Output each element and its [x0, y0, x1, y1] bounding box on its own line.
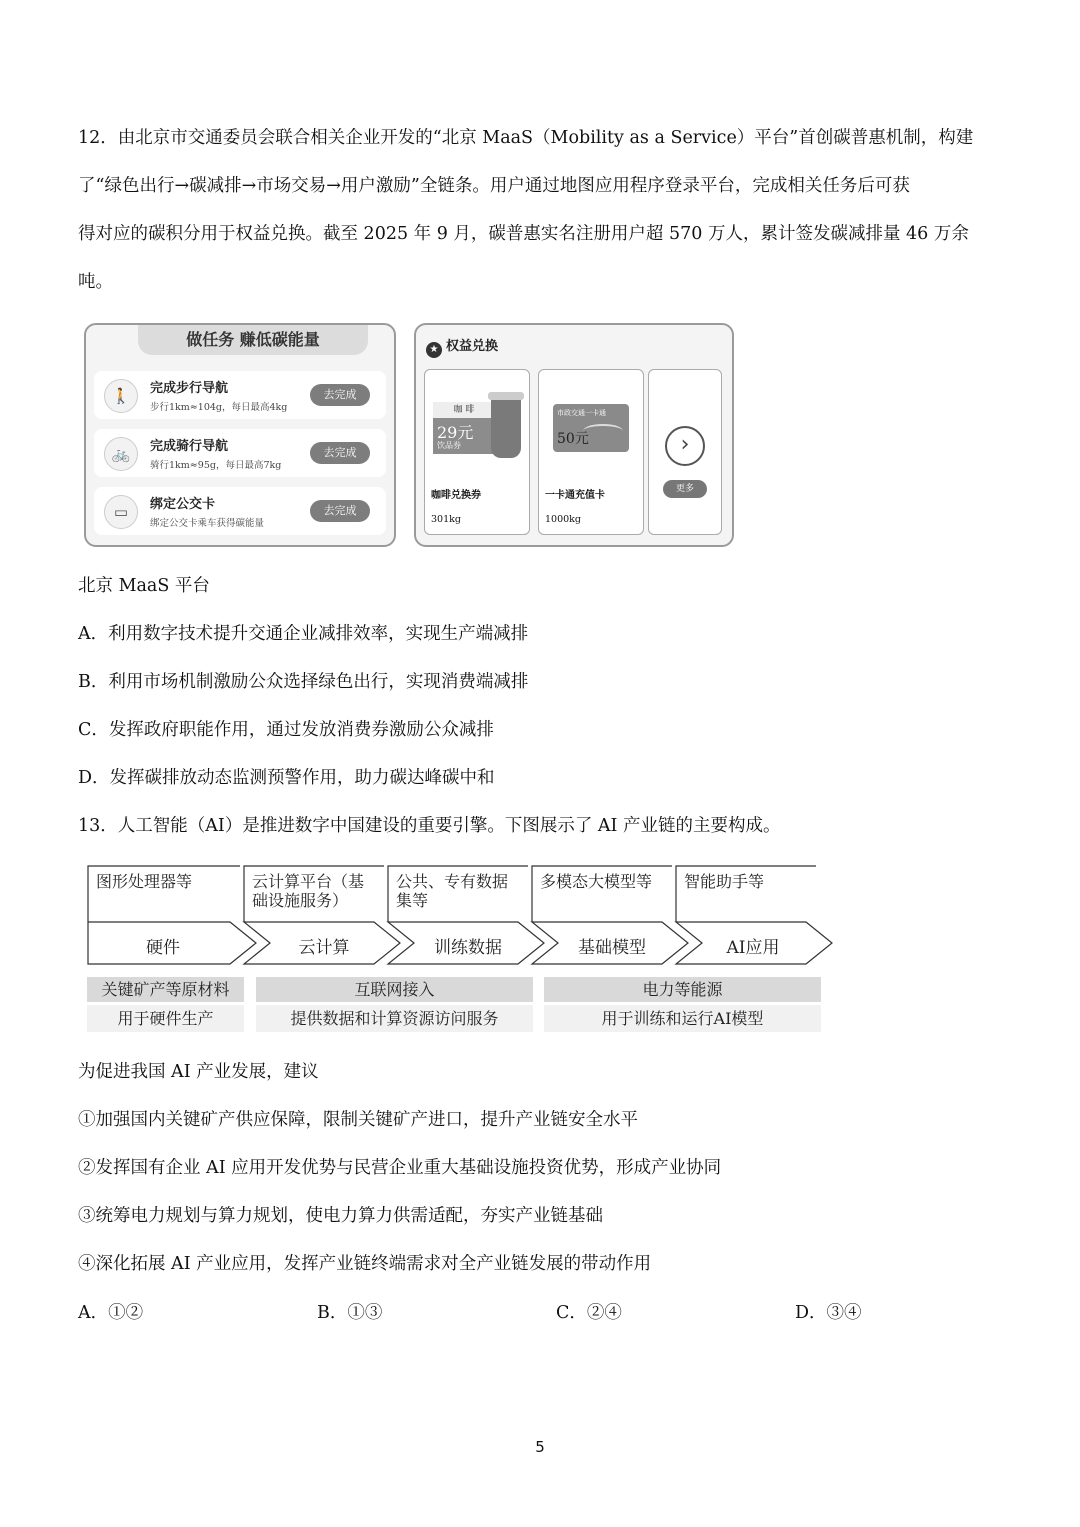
q13-option-a: A．①② — [78, 1303, 144, 1323]
support-minerals-body: 用于硬件生产 — [87, 1005, 244, 1032]
task-complete-button: 去完成 — [310, 500, 370, 522]
q12-option-d: D．发挥碳排放动态监测预警作用，助力碳达峰碳中和 — [78, 768, 495, 788]
task-subtitle: 步行1km≈104g，每日最高4kg — [150, 402, 288, 413]
q12-stem-line-1: 12．由北京市交通委员会联合相关企业开发的“北京 MaaS（Mobility as a Service）平台”首创碳普惠机制，构建 — [78, 128, 974, 148]
stage-label-data: 训练数据 — [434, 938, 502, 958]
transit-recharge-card — [538, 369, 644, 535]
q13-option-b: B．①③ — [317, 1303, 383, 1323]
coffee-label: 咖 啡 — [433, 402, 495, 418]
card-cost: 1000kg — [545, 514, 582, 525]
q13-stem: 13．人工智能（AI）是推进数字中国建设的重要引擎。下图展示了 AI 产业链的主要构成。 — [78, 816, 781, 836]
q12-option-c: C．发挥政府职能作用，通过发放消费券激励公众减排 — [78, 720, 494, 740]
q13-item-2: ②发挥国有企业 AI 应用开发优势与民营企业重大基础设施投资优势，形成产业协同 — [78, 1158, 722, 1178]
task-title: 绑定公交卡 — [150, 497, 216, 512]
stage-application-example: 智能助手等 — [684, 872, 765, 891]
tasks-panel — [84, 323, 396, 547]
bicycle-icon: 🚲 — [104, 437, 138, 471]
support-energy-head: 电力等能源 — [544, 977, 821, 1002]
card-name: 一卡通充值卡 — [545, 490, 605, 501]
q13-prompt: 为促进我国 AI 产业发展，建议 — [78, 1062, 319, 1082]
transit-card-image — [553, 404, 629, 452]
coffee-amount: 29元 — [437, 423, 474, 442]
support-minerals-head: 关键矿产等原材料 — [87, 977, 244, 1002]
support-internet-head: 互联网接入 — [256, 977, 533, 1002]
q12-option-a: A．利用数字技术提升交通企业减排效率，实现生产端减排 — [78, 624, 529, 644]
stage-label-hardware: 硬件 — [146, 938, 180, 958]
more-card — [648, 369, 722, 535]
card-name: 咖啡兑换券 — [431, 490, 481, 501]
transit-card-brand: 市政交通一卡通 — [557, 409, 606, 417]
q12-stem-line-3: 得对应的碳积分用于权益兑换。截至 2025 年 9 月，碳普惠实名注册用户超 570 万人，累计签发碳减排量 46 万余 — [78, 224, 969, 244]
coffee-cup-icon — [491, 396, 521, 458]
q13-option-d: D．③④ — [795, 1303, 862, 1323]
exchange-header — [426, 335, 498, 358]
coffee-type: 饮品券 — [437, 441, 461, 450]
exchange-title: 权益兑换 — [446, 339, 499, 354]
transit-card-icon: ▭ — [104, 495, 138, 529]
q13-item-1: ①加强国内关键矿产供应保障，限制关键矿产进口，提升产业链安全水平 — [78, 1110, 638, 1130]
card-cost: 301kg — [431, 514, 461, 525]
stage-label-application: AI应用 — [726, 938, 780, 958]
task-subtitle: 骑行1km≈95g，每日最高7kg — [150, 460, 282, 471]
task-complete-button: 去完成 — [310, 442, 370, 464]
stage-cloud-example-line-2: 础设施服务） — [252, 891, 349, 910]
coffee-voucher-image — [433, 402, 495, 454]
q13-item-3: ③统筹电力规划与算力规划，使电力算力供需适配，夯实产业链基础 — [78, 1206, 603, 1226]
q12-option-b: B．利用市场机制激励公众选择绿色出行，实现消费端减排 — [78, 672, 529, 692]
q13-option-c: C．②④ — [556, 1303, 622, 1323]
stage-model-example: 多模态大模型等 — [540, 872, 653, 891]
page-number: 5 — [535, 1438, 545, 1456]
task-title: 完成步行导航 — [150, 381, 229, 396]
transit-card-amount: 50元 — [557, 431, 589, 447]
q12-stem-line-4: 吨。 — [78, 272, 113, 292]
task-walking — [94, 371, 386, 419]
q13-item-4: ④深化拓展 AI 产业应用，发挥产业链终端需求对全产业链发展的带动作用 — [78, 1254, 652, 1274]
stage-data-example-line-2: 集等 — [396, 891, 429, 910]
chevron-right-icon: › — [665, 426, 705, 466]
walking-icon: 🚶 — [104, 379, 138, 413]
stage-label-cloud: 云计算 — [298, 938, 350, 958]
coffee-voucher-card — [424, 369, 530, 535]
tasks-panel-title: 做任务 赚低碳能量 — [138, 325, 368, 355]
q12-stem-line-2: 了“绿色出行→碳减排→市场交易→用户激励”全链条。用户通过地图应用程序登录平台，完成相关任务后可获 — [78, 176, 910, 196]
stage-label-model: 基础模型 — [578, 938, 646, 958]
star-icon: ★ — [426, 342, 442, 358]
stage-data-example-line-1: 公共、专有数据 — [396, 872, 509, 891]
exchange-panel — [414, 323, 734, 547]
task-cycling — [94, 429, 386, 477]
task-complete-button: 去完成 — [310, 384, 370, 406]
support-internet-body: 提供数据和计算资源访问服务 — [256, 1005, 533, 1032]
figure-1-caption: 北京 MaaS 平台 — [78, 576, 210, 596]
task-title: 完成骑行导航 — [150, 439, 229, 454]
stage-cloud-example-line-1: 云计算平台（基 — [252, 872, 365, 891]
stage-hardware-example: 图形处理器等 — [96, 872, 193, 891]
more-button: 更多 — [663, 480, 707, 498]
task-subtitle: 绑定公交卡乘车获得碳能量 — [150, 518, 265, 529]
task-transit-card — [94, 487, 386, 535]
wave-icon — [583, 424, 623, 438]
support-energy-body: 用于训练和运行AI模型 — [544, 1005, 821, 1032]
